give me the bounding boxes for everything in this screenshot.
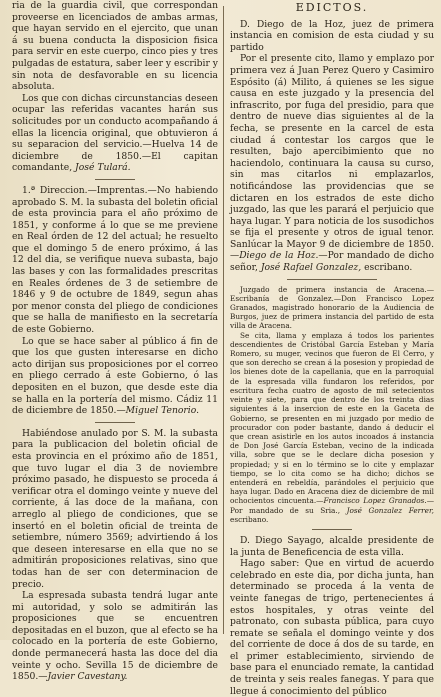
aracena-edict: Se cita, llama y emplaza á todos los parientes descendientes de Cristóbal García Esteban y María Romero, su muger, vecinos que fueron de El Cerro, y que son derecho se crean á la posesion y propiedad de los bienes dote de la capellania, que en la parroquial de la espresada villa fundaron los referidos, por escritura fecha cuatro de agosto de mil setecientos veinte y siete, para que dentro de los treinta dias siguientes á la insercion de este en la Gaceta de Gobierno, se presenten en mi juzgado por medio de procurador con poder bastante, dando á deducir el que crean asistirle en los autos incoados á instancia de Don José García Esteban, vecino de la indicada villa, sobre que se le declare dicha posesion y propiedad; y si en lo término se lo cite y emplazar tiempo, se lo cita como se ha dicho; dichos se entenderá en rebeldía, parándoles el perjuicio que haya lugar. Dado en Aracena diez de diciembre de mil ochocientos cincuenta.—Francisco Lopez Granados.—Por mandado de su Sria., José Gonzalez Ferrer, escribano. bbox=[230, 330, 434, 524]
right-column bbox=[230, 0, 434, 697]
cadiz-subasta-notice-cont: Lo que se hace saber al público á fin de que los que gusten interesarse en dicho acto dirijan sus proposiciones por el correo en pliego cerrado á este Gobierno, ó las depositen en el buzon, que desde este dia se halla en la portería del mismo. Cádiz 11 de diciembre de 1850.—Miguel Tenorio. bbox=[12, 335, 218, 417]
aracena-heading: Juzgado de primera instancia de Aracena.—Escribanía de Gonzalez.—Don Francisco Lopez Granados, magistrado honorario de la Audiencia de Burgos, juez de primera instancia del partido de esta villa de Aracena. bbox=[230, 284, 434, 331]
sevilla-subasta-notice: Habiéndose anulado por S. M. la subasta para la publicacion del boletin oficial de esta provincia en el próximo año de 1851, que tuvo lugar el dia 3 de noviembre próximo pasado, he dispuesto se proceda á verificar otra el domingo veinte y nueve del corriente, á las doce de la mañana, con arreglo al pliego de condiciones, que se insertó en el boletin oficial de treinta de setiembre, número 3569; advirtiendo á los que deseen interesarse en ella que no se admitirán proposiciones relativas, sino que todas han de ser con determinacion de precio. bbox=[12, 427, 218, 590]
separator bbox=[95, 179, 135, 180]
signature-gonzalez: José Rafael Gonzalez, bbox=[260, 262, 362, 274]
sayago-title: D. Diego Sayago, alcalde presidente de la junta de Beneficencia de esta villa. bbox=[230, 534, 434, 558]
diego-hoz-title: D. Diego de la Hoz, juez de primera instancia en comision de esta ciudad y su partido bbox=[230, 18, 434, 53]
sevilla-subasta-notice-cont: La espresada subasta tendrá lugar ante mi autoridad, y solo se admitirán las proposiciones que se encuentren depositadas en el buzon, que al efecto se ha colocado en la portería de este Gobierno, donde permanecerá hasta las doce del dia veinte y ocho. Sevilla 15 de diciembre de 1850.—Javier Cavestany. bbox=[12, 590, 218, 683]
signature-tulara: José Tulará. bbox=[75, 162, 131, 174]
separator bbox=[287, 279, 377, 280]
guardia-civil-notice: ria de la guardia civil, que correspondan proveerse en licenciados de ambas armas, que hayan servido en el ejercito, que unan á su buena conducta la disposicion fisica para servir en este cuerpo, cinco pies y tres pulgadas de estatura, saber leer y escribir y sin nota de desfavorable en su licencia absoluta. bbox=[12, 0, 218, 93]
cadiz-subasta-notice: 1.ª Direccion.—Imprentas.—No habiendo aprobado S. M. la subasta del boletin oficial de esta provincia para el año próximo de 1851, y conforme á lo que se me previene en Real órden de 12 del actual; he resuelto que el domingo 5 de enero próximo, á las 12 del dia, se verifique nueva subasta, bajo las bases y con las formalidades prescritas en Reales órdenes de 3 de setiembre de 1846 y 9 de octubre de 1849, segun ahas por menor consta del pliego de condiciones que se halla de manifiesto en la secretaría de este Gobierno. bbox=[12, 184, 218, 336]
signature-cavestany: Javier Cavestany. bbox=[47, 671, 128, 683]
signature-ferrer: José Gonzalez Ferrer, bbox=[346, 505, 434, 515]
diego-hoz-edict: Por el presente cito, llamo y emplazo por primera vez á Juan Perez Quero y Casimiro Espósito (á) Milito, á quienes se les sigue causa en este juzgado y la presencia del infrascrito, por fuga del presidio, para que dentro de nueve dias siguientes al de la fecha, se presente en la carcel de esta ciudad á contestar los cargos que le resulten, bajo apercibimiento que no haciendolo, continuara la causa su curso, sin mas citarlos ni emplazarlos, notificándose las providencias que se dictaren en los estrados de este dicho juzgado, las que les parará el perjuicio que haya lugar. Y para noticia de los susodichos se fija el presente y otros de igual tenor. Sanlúcar la Mayor 9 de diciembre de 1850.—Diego de la Hoz.—Por mandado de dicho señor, José Rafael Gonzalez, escribano. bbox=[230, 53, 434, 274]
separator bbox=[312, 529, 352, 530]
edictos-heading: EDICTOS. bbox=[295, 1, 369, 14]
left-column bbox=[12, 0, 218, 683]
signature-tenorio: Miguel Tenorio. bbox=[125, 405, 200, 417]
signature-lopez: Francisco Lopez Granados. bbox=[323, 496, 427, 506]
column-divider bbox=[223, 6, 224, 634]
guardia-civil-notice-cont: Los que con dichas circunstancias deseen ocupar las referidas vacantes harán sus solicitudes por un conducto acompañando á ellas la licencia original, que obtuvieron á su separacion del servicio.—Huelva 14 de diciembre de 1850.—El capitan comandante, José Tulará. bbox=[12, 92, 218, 174]
sayago-notice: Hago saber: Que en virtud de acuerdo celebrado en este dia, por dicha junta, han determinado se proceda á la venta de veinte fanegas de trigo, pertenecientes á estos hospitales, y otras veinte del patronato, con subasta pública, para cuyo remate se señala el domingo veinte y dos del corriente de doce á dos de su tarde, en el primer establecimiento, sirviendo de base para el enunciado remate, la cantidad de treinta y seis reales fanegas. Y para que llegue á conocimiento del público bbox=[230, 558, 434, 697]
separator bbox=[95, 422, 135, 423]
signature-diego-hoz: Diego de la Hoz. bbox=[239, 250, 319, 262]
